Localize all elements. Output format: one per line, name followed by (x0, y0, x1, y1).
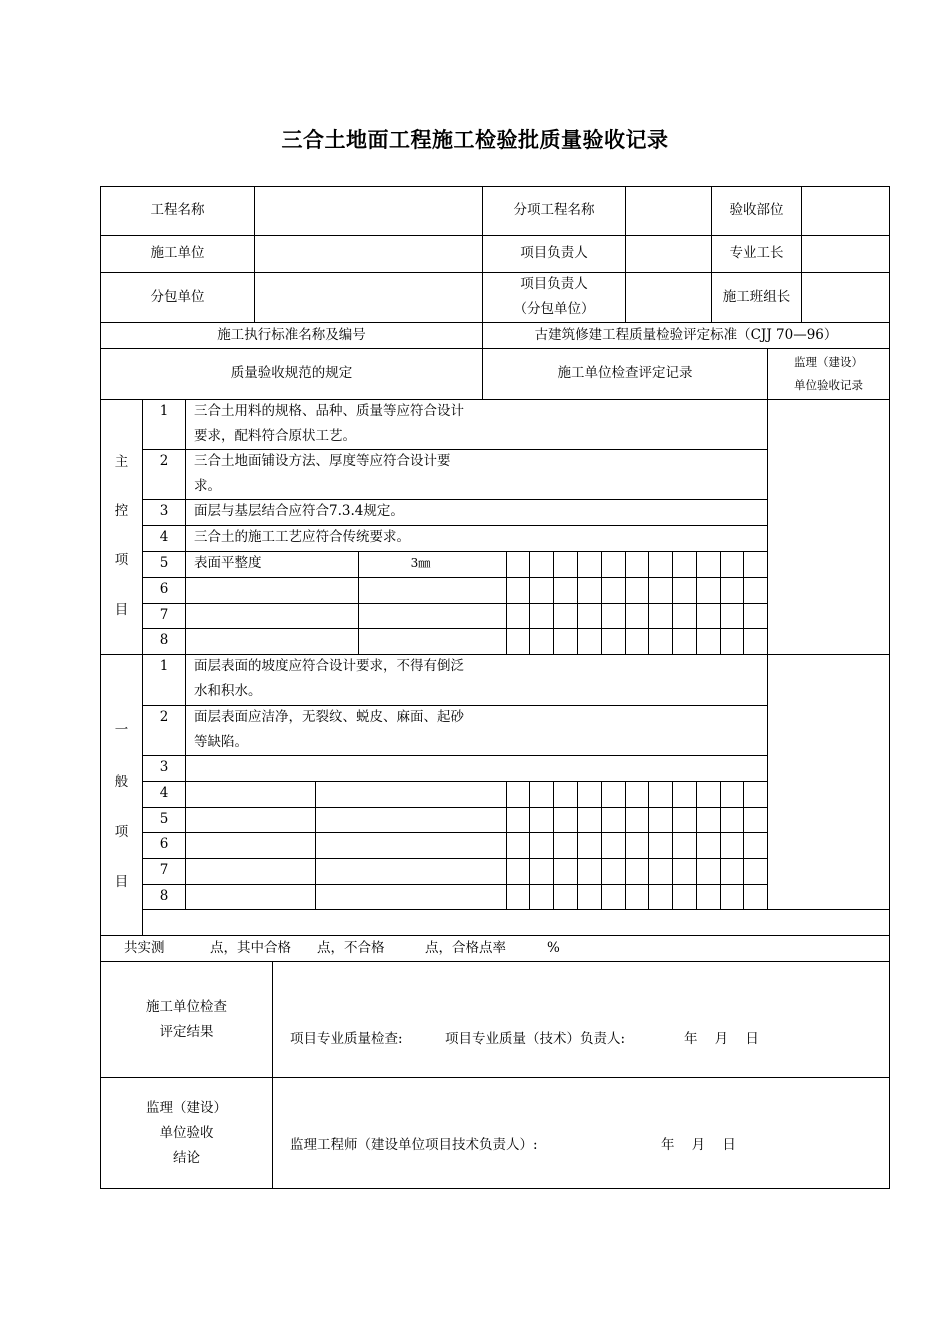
item-number: 4 (159, 529, 169, 545)
item-number: 1 (159, 403, 169, 419)
main-control-label-char: 项 (114, 552, 129, 568)
standard-value: 古建筑修建工程质量检验评定标准（CJJ 70—96） (534, 327, 838, 343)
summary-pass-label: 点，其中合格 (210, 940, 291, 956)
item-number: 5 (159, 555, 169, 571)
project-manager-label: 项目负责人 (520, 245, 588, 261)
item-number: 7 (159, 862, 169, 878)
page-title: 三合土地面工程施工检验批质量验收记录 (281, 127, 669, 152)
supervision-date-label: 年 月 日 (661, 1137, 736, 1153)
project-name-label: 工程名称 (150, 202, 205, 218)
construction-unit-label: 施工单位 (150, 245, 205, 261)
main-control-label-char: 目 (114, 602, 129, 618)
general-label-char: 项 (114, 824, 129, 840)
supervision-result-label-1: 监理（建设） (146, 1100, 227, 1116)
item-number: 6 (159, 581, 169, 597)
supervision-result-label-3: 结论 (173, 1150, 200, 1166)
item-number: 3 (159, 759, 169, 775)
supervision-result-label-2: 单位验收 (159, 1125, 214, 1141)
general-label-char: 一 (114, 722, 129, 738)
construction-result-label-2: 评定结果 (159, 1024, 214, 1040)
item-number: 8 (159, 632, 169, 648)
item-text: 三合土用料的规格、品种、质量等应符合设计要求，配料符合原状工艺。 (194, 403, 464, 444)
subcontract-unit-label: 分包单位 (150, 289, 205, 305)
main-control-label-char: 控 (114, 503, 129, 519)
item-number: 2 (159, 709, 169, 725)
item-text: 表面平整度 (194, 555, 262, 571)
general-label-char: 目 (114, 874, 129, 890)
item-number: 7 (159, 607, 169, 623)
summary-rate-label: 点，合格点率 (425, 940, 506, 956)
team-leader-label: 施工班组长 (722, 289, 791, 305)
supervision-record-label-1: 监理（建设） (794, 355, 863, 369)
item-number: 2 (159, 453, 169, 469)
item-text: 三合土的施工工艺应符合传统要求。 (194, 529, 410, 545)
construction-result-label-1: 施工单位检查 (146, 999, 227, 1015)
sub-manager-label-1: 项目负责人 (520, 276, 588, 292)
quality-manager-label: 项目专业质量（技术）负责人: (445, 1031, 626, 1047)
item-number: 1 (159, 658, 169, 674)
summary-fail-label: 点，不合格 (317, 940, 385, 956)
sub-manager-label-2: （分包单位） (513, 301, 595, 317)
item-number: 6 (159, 836, 169, 852)
check-record-label: 施工单位检查评定记录 (557, 365, 693, 381)
main-control-label-char: 主 (114, 454, 129, 470)
summary-percent: % (547, 940, 560, 956)
item-number: 8 (159, 888, 169, 904)
standard-label: 施工执行标准名称及编号 (217, 327, 366, 343)
quality-inspector-label: 项目专业质量检查: (290, 1031, 403, 1047)
tolerance-value: 3㎜ (410, 556, 431, 570)
summary-total-label: 共实测 (124, 940, 165, 956)
subitem-name-label: 分项工程名称 (513, 202, 595, 218)
supervision-engineer-label: 监理工程师（建设单位项目技术负责人）: (290, 1137, 538, 1153)
construction-date-label: 年 月 日 (684, 1031, 759, 1047)
item-text: 面层表面的坡度应符合设计要求，不得有倒泛水和积水。 (194, 658, 464, 699)
item-text: 三合土地面铺设方法、厚度等应符合设计要求。 (194, 453, 451, 494)
item-number: 5 (159, 811, 169, 827)
item-number: 4 (159, 785, 169, 801)
general-label-char: 般 (114, 774, 129, 790)
acceptance-part-label: 验收部位 (729, 202, 784, 218)
foreman-label: 专业工长 (729, 245, 784, 261)
item-text: 面层与基层结合应符合7.3.4规定。 (194, 503, 404, 519)
spec-label: 质量验收规范的规定 (230, 365, 353, 381)
item-text: 面层表面应洁净，无裂纹、蜕皮、麻面、起砂等缺陷。 (194, 709, 464, 750)
item-number: 3 (159, 503, 169, 519)
supervision-record-label-2: 单位验收记录 (794, 378, 863, 392)
